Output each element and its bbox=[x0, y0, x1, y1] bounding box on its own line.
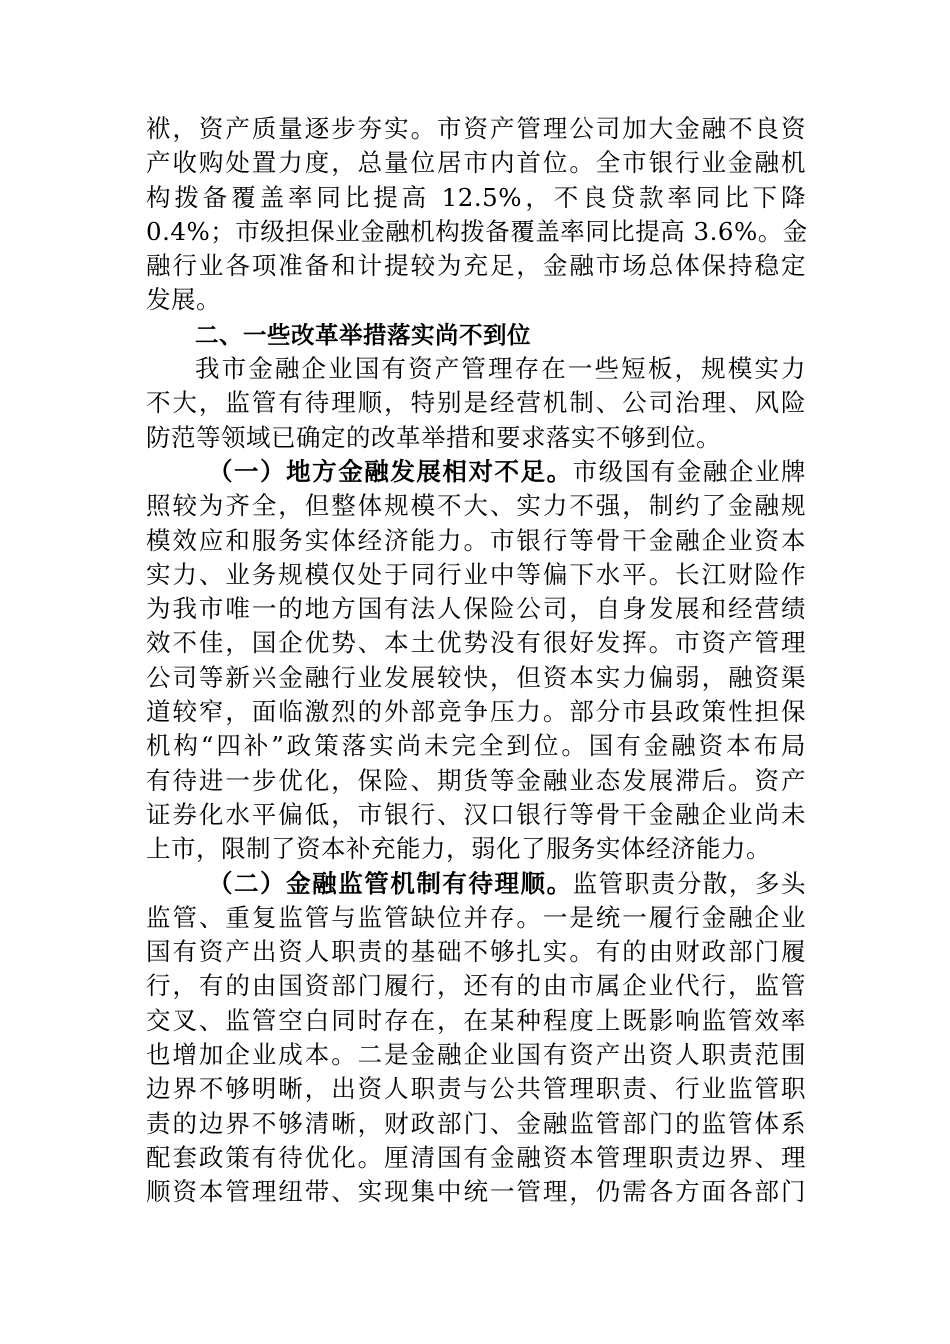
text-line: 责的边界不够清晰，财政部门、金融监管部门的监管体系 bbox=[146, 1108, 806, 1138]
text-line: 不大，监管有待理顺，特别是经营机制、公司治理、风险 bbox=[146, 388, 806, 418]
text-line: 发展。 bbox=[146, 285, 221, 315]
text-line: 道较窄，面临激烈的外部竞争压力。部分市县政策性担保 bbox=[146, 697, 806, 727]
text-line: 袱，资产质量逐步夯实。市资产管理公司加大金融不良资 bbox=[146, 114, 806, 143]
text-line: 边界不够明晰，出资人职责与公共管理职责、行业监管职 bbox=[146, 1074, 806, 1104]
text-line: 效不佳，国企优势、本土优势没有很好发挥。市资产管理 bbox=[146, 628, 806, 658]
paragraph-1 bbox=[146, 112, 806, 318]
text-line: 我市金融企业国有资产管理存在一些短板，规模实力 bbox=[195, 354, 806, 384]
text-line: 国有资产出资人职责的基础不够扎实。有的由财政部门履 bbox=[146, 937, 806, 967]
text-line: 行，有的由国资部门履行，还有的由市属企业代行，监管 bbox=[146, 971, 806, 1001]
text-line: 融行业各项准备和计提较为充足，金融市场总体保持稳定 bbox=[146, 251, 806, 281]
text-line: 防范等领域已确定的改革举措和要求落实不够到位。 bbox=[146, 422, 721, 452]
text-line: 模效应和服务实体经济能力。市银行等骨干金融企业资本 bbox=[146, 525, 806, 555]
subsection-first-line bbox=[146, 455, 806, 489]
text-line: 配套政策有待优化。厘清国有金融资本管理职责边界、理 bbox=[146, 1142, 806, 1172]
text-line: 机构“四补”政策落实尚未完全到位。国有金融资本布局 bbox=[146, 731, 806, 761]
text-line: 顺资本管理纽带、实现集中统一管理，仍需各方面各部门 bbox=[146, 1177, 806, 1207]
text-line: 也增加企业成本。二是金融企业国有资产出资人职责范围 bbox=[146, 1040, 806, 1070]
section-heading: 二、一些改革举措落实尚不到位 bbox=[195, 320, 531, 349]
text-line: 实力、业务规模仅处于同行业中等偏下水平。长江财险作 bbox=[146, 559, 806, 589]
subsection-2 bbox=[146, 867, 806, 1210]
subsection-heading: （二）金融监管机制有待理顺。 bbox=[208, 868, 573, 898]
text-line: 构拨备覆盖率同比提高 12.5%，不良贷款率同比下降 bbox=[146, 182, 806, 212]
text-line: 为我市唯一的地方国有法人保险公司，自身发展和经营绩 bbox=[146, 594, 806, 624]
subsection-1 bbox=[146, 455, 806, 867]
text-line: 产收购处置力度，总量位居市内首位。全市银行业金融机 bbox=[146, 148, 806, 178]
subsection-heading: （一）地方金融发展相对不足。 bbox=[208, 456, 573, 486]
document-page bbox=[146, 112, 806, 1210]
text-line: 0.4%；市级担保业金融机构拨备覆盖率同比提高 3.6%。金 bbox=[146, 216, 808, 246]
text-fragment: 市级国有金融企业牌 bbox=[572, 456, 807, 486]
text-line: 交叉、监管空白同时存在，在某种程度上既影响监管效率 bbox=[146, 1005, 806, 1035]
paragraph-2 bbox=[146, 352, 806, 455]
text-fragment: 监管职责分散，多头 bbox=[572, 868, 807, 898]
text-line: 有待进一步优化，保险、期货等金融业态发展滞后。资产 bbox=[146, 765, 806, 795]
text-line: 监管、重复监管与监管缺位并存。一是统一履行金融企业 bbox=[146, 902, 806, 932]
subsection-first-line bbox=[146, 867, 806, 901]
text-line: 上市，限制了资本补充能力，弱化了服务实体经济能力。 bbox=[146, 834, 771, 864]
text-line: 照较为齐全，但整体规模不大、实力不强，制约了金融规 bbox=[146, 491, 806, 521]
text-line: 证券化水平偏低，市银行、汉口银行等骨干金融企业尚未 bbox=[146, 799, 806, 829]
text-line: 公司等新兴金融行业发展较快，但资本实力偏弱，融资渠 bbox=[146, 662, 806, 692]
